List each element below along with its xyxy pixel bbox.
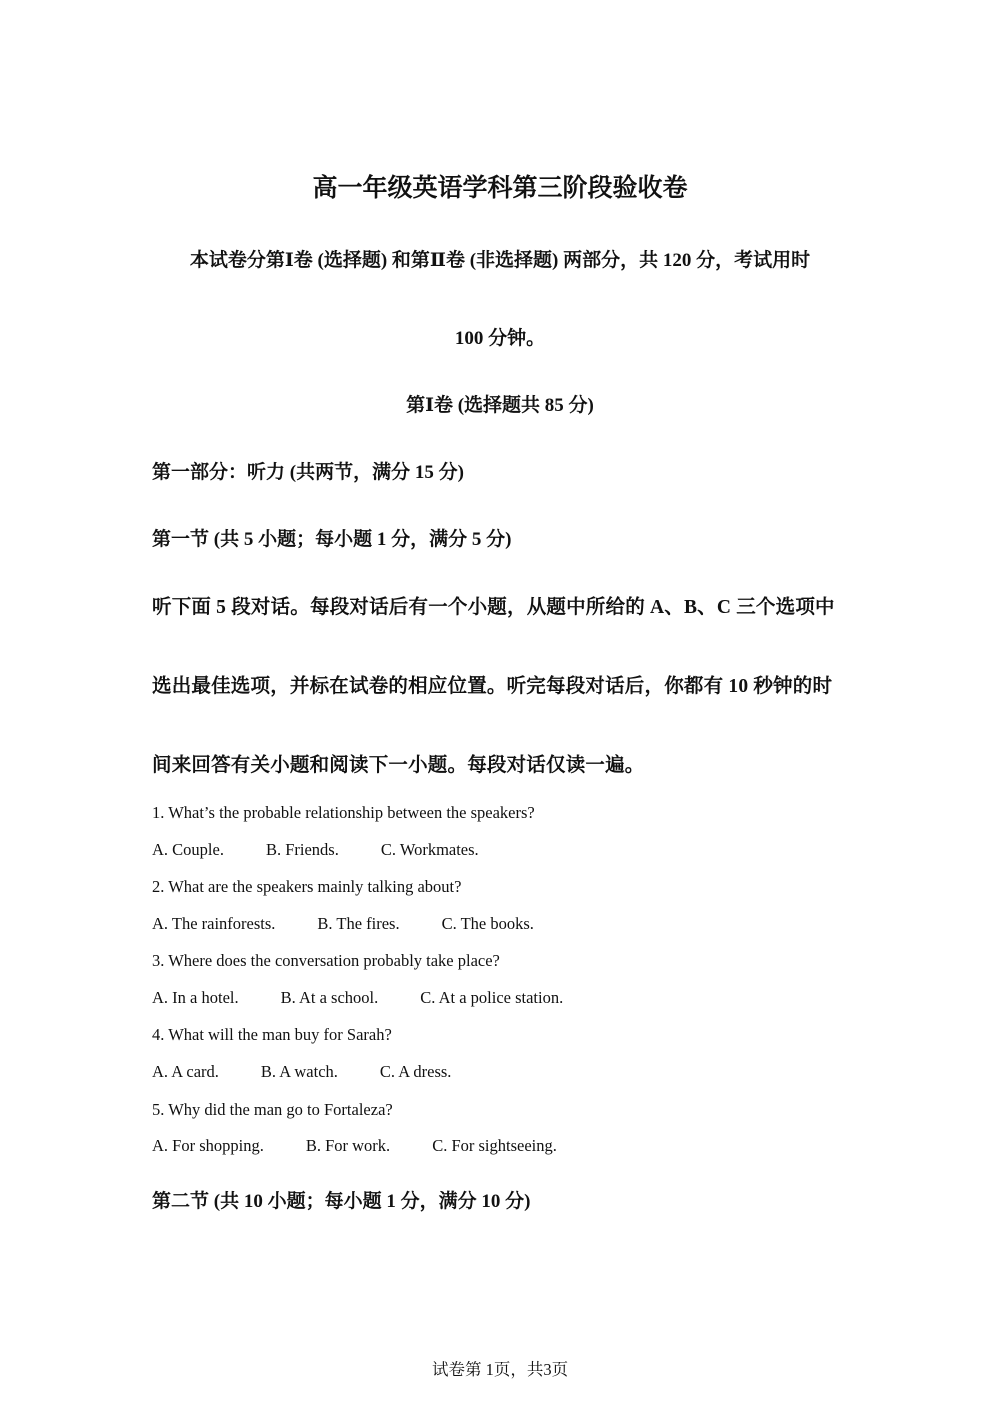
option-b: B. The fires.	[317, 914, 400, 933]
intro-line-1: 本试卷分第Ⅰ卷 (选择题) 和第Ⅱ卷 (非选择题) 两部分，共 120 分，考试用时	[189, 250, 811, 271]
page-footer: 试卷第 1页，共3页	[431, 1360, 569, 1379]
option-b: B. A watch.	[260, 1062, 338, 1081]
option-c: C. The books.	[441, 914, 534, 933]
question-3-options	[152, 988, 605, 1008]
option-c: C. A dress.	[379, 1062, 452, 1081]
instruction-line-3: 间来回答有关小题和阅读下一小题。每段对话仅读一遍。	[152, 755, 645, 776]
question-2: 2. What are the speakers mainly talking about?	[152, 877, 462, 896]
exam-title: 高一年级英语学科第三阶段验收卷	[312, 173, 688, 202]
instruction-line-2: 选出最佳选项，并标在试卷的相应位置。听完每段对话后，你都有 10 秒钟的时	[152, 676, 833, 697]
question-3: 3. Where does the conversation probably take place?	[152, 951, 500, 970]
question-2-options	[152, 914, 576, 934]
option-a: A. The rainforests.	[152, 914, 276, 933]
part1-heading: 第一部分：听力 (共两节，满分 15 分)	[152, 462, 464, 483]
option-b: B. Friends.	[265, 840, 339, 859]
option-a: A. For shopping.	[152, 1136, 264, 1155]
section1-heading: 第一节 (共 5 小题；每小题 1 分，满分 5 分)	[152, 529, 512, 550]
question-5: 5. Why did the man go to Fortaleza?	[152, 1100, 393, 1119]
question-1: 1. What’s the probable relationship between the speakers?	[152, 803, 535, 822]
intro-line-2: 100 分钟。	[454, 328, 546, 349]
option-b: B. At a school.	[280, 988, 379, 1007]
option-a: A. Couple.	[152, 840, 224, 859]
option-c: C. At a police station.	[420, 988, 564, 1007]
volume-heading: 第Ⅰ卷 (选择题共 85 分)	[406, 395, 594, 416]
option-a: A. A card.	[152, 1062, 219, 1081]
question-4: 4. What will the man buy for Sarah?	[152, 1025, 392, 1044]
option-b: B. For work.	[305, 1136, 391, 1155]
question-4-options	[152, 1062, 493, 1082]
option-c: C. Workmates.	[380, 840, 479, 859]
section2-heading: 第二节 (共 10 小题；每小题 1 分，满分 10 分)	[152, 1191, 531, 1212]
option-a: A. In a hotel.	[152, 988, 239, 1007]
question-5-options	[152, 1136, 599, 1156]
question-1-options	[152, 840, 521, 860]
instruction-line-1: 听下面 5 段对话。每段对话后有一个小题，从题中所给的 A、B、C 三个选项中	[152, 597, 835, 618]
option-c: C. For sightseeing.	[432, 1136, 557, 1155]
